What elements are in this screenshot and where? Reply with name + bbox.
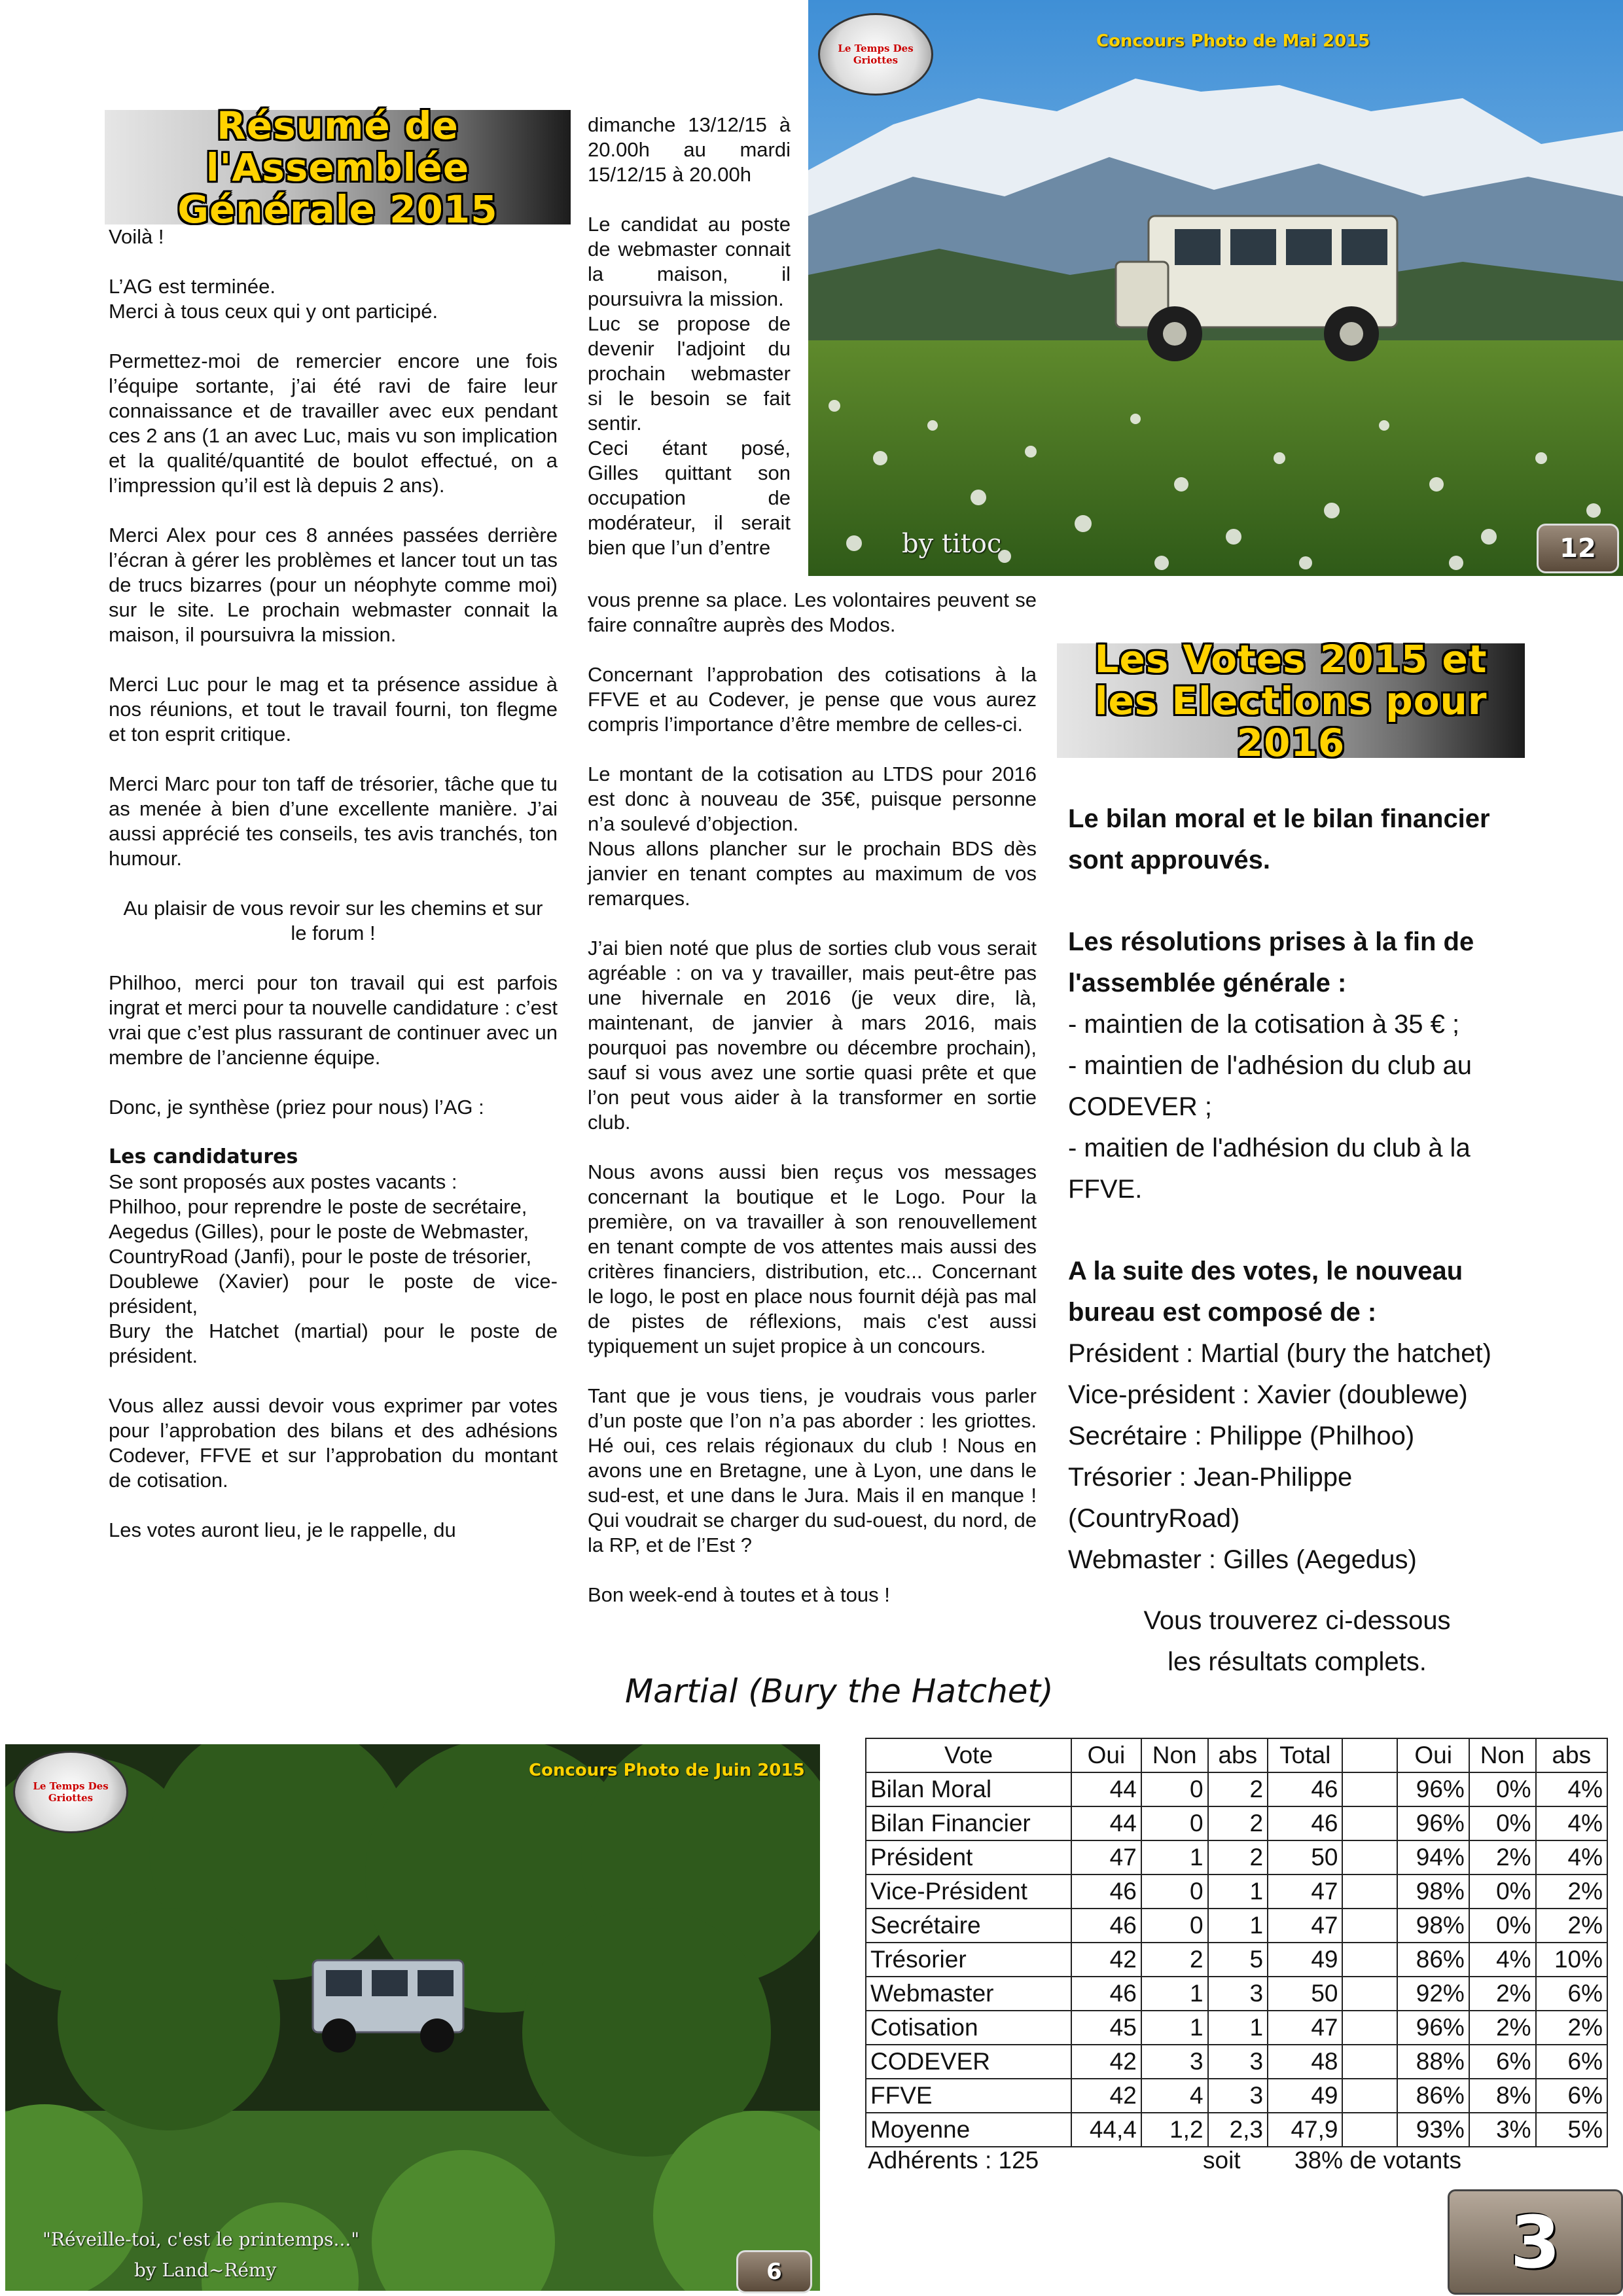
col1-p8: Philhoo, merci pour ton travail qui est parfois ingrat et merci pour ta nouvelle candidature : c’est vrai que c’est plus rassurant de continuer avec un membre de l’ancienne équipe. xyxy=(109,971,558,1069)
row-value: 86% xyxy=(1397,2079,1469,2113)
table-row xyxy=(866,1977,1607,2011)
cand-4: Doublewe (Xavier) pour le poste de vice-président, xyxy=(109,1270,558,1318)
summary-l11: bureau est composé de : xyxy=(1068,1298,1377,1327)
summary-l10: A la suite des votes, le nouveau xyxy=(1068,1257,1463,1285)
row-value: 2% xyxy=(1469,2011,1536,2045)
row-value: 42 xyxy=(1071,1943,1141,1977)
col2-p6: Nous avons aussi bien reçus vos messages concernant la boutique et le Logo. Pour la première, on va travailler à son renouvellement en tenant compte de vos attentes mais aussi des critères financiers, distribution, etc... Concernant le logo, le post en place nous fournit déjà pas mal de pistes de réflexions, mais c'est aussi typiquement un sujet propice à un concours. xyxy=(588,1160,1037,1357)
row-value: 0 xyxy=(1141,1874,1208,1909)
row-value: 6% xyxy=(1536,2079,1607,2113)
row-value: 6% xyxy=(1536,2045,1607,2079)
summary-l3: Les résolutions prises à la fin de xyxy=(1068,927,1474,956)
col2-p4b: Nous allons plancher sur le prochain BDS dès janvier en tenant comptes au maximum de vos remarques. xyxy=(588,837,1037,910)
row-value: 44 xyxy=(1071,1806,1141,1840)
row-value: 2 xyxy=(1208,1840,1268,1874)
row-value: 47 xyxy=(1071,1840,1141,1874)
col1-p10: Vous allez aussi devoir vous exprimer par votes pour l’approbation des bilans et des adhésions Codever, FFVE et sur l’approbation du montant de cotisation. xyxy=(109,1394,558,1492)
col2-p2c: Ceci étant posé, Gilles quittant son occupation de modérateur, il serait bien que l’un d’entre xyxy=(588,437,791,559)
row-value: 48 xyxy=(1268,2045,1342,2079)
col1-p4: Merci Alex pour ces 8 années passées derrière l’écran à gérer les problèmes et lancer tout un tas de trucs bizarres (pour un néophyte comme moi) sur le site. Le prochain webmaster connait la maison, il poursuivra la mission. xyxy=(109,524,558,646)
row-label: Bilan Moral xyxy=(866,1772,1071,1806)
row-value: 2% xyxy=(1536,1909,1607,1943)
article-column-2-wide xyxy=(588,588,1037,1607)
row-value: 1 xyxy=(1141,1977,1208,2011)
col1-p3: Permettez-moi de remercier encore une fois l’équipe sortante, j’ai été ravi de faire leur connaissance et de travailler avec eux pendant ces 2 ans (1 an avec Luc, mais vu son implication et la qualité/quantité de boulot effectué, on a l’impression qu’il est là depuis 2 ans). xyxy=(109,350,558,497)
row-value: 2,3 xyxy=(1208,2113,1268,2147)
bureau-tresorier: Trésorier : Jean-Philippe xyxy=(1068,1463,1353,1492)
forest-landrover-image xyxy=(5,1744,820,2291)
row-spacer xyxy=(1342,2045,1397,2079)
ag-title-line-2: Générale 2015 xyxy=(177,187,498,232)
row-value: 1 xyxy=(1141,2011,1208,2045)
col2-p3: Concernant l’approbation des cotisations à la FFVE et au Codever, je pense que vous aurez compris l’importance d’être membre de celles-ci. xyxy=(588,663,1037,736)
row-value: 0 xyxy=(1141,1909,1208,1943)
header-spacer xyxy=(1342,1738,1397,1772)
table-row xyxy=(866,2045,1607,2079)
row-value: 2 xyxy=(1141,1943,1208,1977)
row-value: 3 xyxy=(1208,2045,1268,2079)
page-number: 3 xyxy=(1510,2200,1561,2284)
row-spacer xyxy=(1342,1840,1397,1874)
row-spacer xyxy=(1342,2079,1397,2113)
row-value: 4% xyxy=(1536,1772,1607,1806)
votes-title-box xyxy=(1057,636,1525,765)
row-label: Président xyxy=(866,1840,1071,1874)
header-non-pct: Non xyxy=(1469,1738,1536,1772)
header-abs: abs xyxy=(1208,1738,1268,1772)
row-spacer xyxy=(1342,2011,1397,2045)
row-value: 49 xyxy=(1268,1943,1342,1977)
row-label: CODEVER xyxy=(866,2045,1071,2079)
col1-p6: Merci Marc pour ton taff de trésorier, tâche que tu as menée à bien d’une excellente manière. J’ai aussi apprécié tes conseils, tes avis tranchés, ton humour. xyxy=(109,772,558,870)
row-spacer xyxy=(1342,1977,1397,2011)
photo-top-caption: Concours Photo de Mai 2015 xyxy=(1096,31,1370,51)
bureau-president: Président : Martial (bury the hatchet) xyxy=(1068,1339,1491,1368)
article-column-1 xyxy=(109,224,558,1543)
bureau-vice-president: Vice-président : Xavier (doublewe) xyxy=(1068,1380,1468,1409)
row-value: 0% xyxy=(1469,1874,1536,1909)
row-label: Vice-Président xyxy=(866,1874,1071,1909)
col2-p2a: Le candidat au poste de webmaster connait la maison, il poursuivra la mission. xyxy=(588,213,791,310)
row-label: Moyenne xyxy=(866,2113,1071,2147)
table-row xyxy=(866,2011,1607,2045)
col1-p11: Les votes auront lieu, je le rappelle, du xyxy=(109,1518,456,1541)
meadow-landrover-image xyxy=(808,0,1623,576)
row-value: 3% xyxy=(1469,2113,1536,2147)
cand-1: Philhoo, pour reprendre le poste de secrétaire, xyxy=(109,1195,527,1218)
row-value: 47 xyxy=(1268,2011,1342,2045)
results-table xyxy=(865,1738,1608,2147)
votes-title-line-1: Les Votes 2015 et xyxy=(1094,636,1488,681)
row-value: 45 xyxy=(1071,2011,1141,2045)
summary-l5: - maintien de la cotisation à 35 € ; xyxy=(1068,1010,1460,1039)
row-value: 0 xyxy=(1141,1806,1208,1840)
bureau-secretaire: Secrétaire : Philippe (Philhoo) xyxy=(1068,1422,1415,1450)
row-value: 2% xyxy=(1536,2011,1607,2045)
row-value: 8% xyxy=(1469,2079,1536,2113)
club-logo-bottom: Le Temps Des Griottes xyxy=(13,1751,128,1833)
summary-l8: - maitien de l'adhésion du club à la xyxy=(1068,1134,1471,1162)
photo-bottom-credit-2: by Land~Rémy xyxy=(134,2259,277,2281)
signature: Martial (Bury the Hatchet) xyxy=(625,1672,1054,1710)
results-soit: soit xyxy=(1203,2147,1241,2174)
row-value: 98% xyxy=(1397,1874,1469,1909)
row-value: 2% xyxy=(1536,1874,1607,1909)
row-value: 0 xyxy=(1141,1772,1208,1806)
row-value: 98% xyxy=(1397,1909,1469,1943)
col1-p9: Donc, je synthèse (priez pour nous) l’AG : xyxy=(109,1096,484,1119)
col1-p2b: Merci à tous ceux qui y ont participé. xyxy=(109,300,438,323)
col2-p4a: Le montant de la cotisation au LTDS pour 2016 est donc à nouveau de 35€, puisque personne n’a soulevé d’objection. xyxy=(588,762,1037,835)
row-value: 5% xyxy=(1536,2113,1607,2147)
header-oui: Oui xyxy=(1071,1738,1141,1772)
row-value: 42 xyxy=(1071,2045,1141,2079)
photo-bottom-caption: Concours Photo de Juin 2015 xyxy=(529,1761,805,1780)
header-vote: Vote xyxy=(866,1738,1071,1772)
cand-3: CountryRoad (Janfi), pour le poste de trésorier, xyxy=(109,1245,532,1268)
row-value: 49 xyxy=(1268,2079,1342,2113)
ag-title-box xyxy=(105,103,571,232)
row-value: 3 xyxy=(1208,2079,1268,2113)
row-label: Bilan Financier xyxy=(866,1806,1071,1840)
col2-p7: Tant que je vous tiens, je voudrais vous parler d’un poste que l’on n’a pas aborder : les griottes. Hé oui, ces relais régionaux du club ! Nous en avons une en Bretagne, une à Lyon, une dans le sud-est, et une dans le Jura. Mais il en manque ! Qui voudrait se charger du sud-ouest, du nord, de la RP, et de l’Est ? xyxy=(588,1384,1037,1556)
row-value: 46 xyxy=(1268,1806,1342,1840)
row-label: Cotisation xyxy=(866,2011,1071,2045)
col2-p1: dimanche 13/12/15 à 20.00h au mardi 15/12/15 à 20.00h xyxy=(588,113,791,186)
row-value: 4% xyxy=(1469,1943,1536,1977)
photo-bottom-number-badge: 6 xyxy=(736,2250,812,2293)
bureau-tresorier-pseudo: (CountryRoad) xyxy=(1068,1504,1240,1533)
row-spacer xyxy=(1342,1772,1397,1806)
header-total: Total xyxy=(1268,1738,1342,1772)
col2-p8: Bon week-end à toutes et à tous ! xyxy=(588,1583,890,1606)
votes-title-line-2: les Elections pour 2016 xyxy=(1094,678,1488,765)
bureau-webmaster: Webmaster : Gilles (Aegedus) xyxy=(1068,1545,1417,1574)
row-value: 44,4 xyxy=(1071,2113,1141,2147)
row-value: 0% xyxy=(1469,1772,1536,1806)
page-number-badge xyxy=(1448,2189,1623,2295)
ag-title-line-1: Résumé de l'Assemblée xyxy=(205,103,470,190)
article-column-2-narrow xyxy=(588,113,791,560)
results-body xyxy=(866,1772,1607,2147)
row-value: 1 xyxy=(1141,1840,1208,1874)
col2-p5: J’ai bien noté que plus de sorties club vous serait agréable : on va y travailler, mais peut-être pas une hivernale en 2016 (je veux dire, là, maintenant, de janvier à mars 2016, mais pourquoi pas novembre ou décembre prochain), sauf si vous avez une sortie quasi prête et que l’on peut vous aider à la transformer en sortie club. xyxy=(588,937,1037,1134)
col1-p1: Voilà ! xyxy=(109,225,164,248)
photo-top-credit: by titoc xyxy=(902,529,1002,559)
row-value: 50 xyxy=(1268,1977,1342,2011)
col2-p2d: vous prenne sa place. Les volontaires peuvent se faire connaître auprès des Modos. xyxy=(588,588,1037,636)
photo-bottom-credit-1: "Réveille-toi, c'est le printemps..." xyxy=(43,2229,360,2250)
row-value: 96% xyxy=(1397,1806,1469,1840)
row-value: 6% xyxy=(1536,1977,1607,2011)
votes-summary xyxy=(1068,798,1526,1683)
row-value: 0% xyxy=(1469,1806,1536,1840)
row-value: 50 xyxy=(1268,1840,1342,1874)
header-abs-pct: abs xyxy=(1536,1738,1607,1772)
row-value: 2 xyxy=(1208,1772,1268,1806)
row-spacer xyxy=(1342,1806,1397,1840)
row-value: 47 xyxy=(1268,1909,1342,1943)
results-intro-1: Vous trouverez ci-dessous xyxy=(1143,1606,1451,1635)
col1-p2a: L’AG est terminée. xyxy=(109,275,276,298)
row-spacer xyxy=(1342,1874,1397,1909)
results-adherents: Adhérents : 125 xyxy=(868,2147,1039,2174)
row-value: 1,2 xyxy=(1141,2113,1208,2147)
row-value: 88% xyxy=(1397,2045,1469,2079)
row-value: 3 xyxy=(1141,2045,1208,2079)
results-votants: 38% de votants xyxy=(1294,2147,1462,2174)
table-row xyxy=(866,1874,1607,1909)
candidatures-heading: Les candidatures xyxy=(109,1145,298,1168)
cand-intro: Se sont proposés aux postes vacants : xyxy=(109,1170,457,1193)
row-value: 6% xyxy=(1469,2045,1536,2079)
row-label: FFVE xyxy=(866,2079,1071,2113)
table-row xyxy=(866,2113,1607,2147)
row-label: Trésorier xyxy=(866,1943,1071,1977)
summary-l1: Le bilan moral et le bilan financier xyxy=(1068,804,1490,833)
table-row xyxy=(866,1772,1607,1806)
row-label: Secrétaire xyxy=(866,1909,1071,1943)
row-value: 93% xyxy=(1397,2113,1469,2147)
cand-2: Aegedus (Gilles), pour le poste de Webmaster, xyxy=(109,1220,529,1243)
table-row xyxy=(866,2079,1607,2113)
row-value: 5 xyxy=(1208,1943,1268,1977)
row-value: 86% xyxy=(1397,1943,1469,1977)
row-value: 0% xyxy=(1469,1909,1536,1943)
row-value: 4 xyxy=(1141,2079,1208,2113)
row-value: 46 xyxy=(1071,1909,1141,1943)
photo-juin-2015 xyxy=(5,1744,820,2291)
row-value: 3 xyxy=(1208,1977,1268,2011)
row-value: 42 xyxy=(1071,2079,1141,2113)
row-label: Webmaster xyxy=(866,1977,1071,2011)
summary-l9: FFVE. xyxy=(1068,1175,1143,1204)
header-oui-pct: Oui xyxy=(1397,1738,1469,1772)
row-value: 94% xyxy=(1397,1840,1469,1874)
row-value: 46 xyxy=(1071,1977,1141,2011)
summary-l2: sont approuvés. xyxy=(1068,846,1270,874)
row-value: 1 xyxy=(1208,1874,1268,1909)
row-value: 10% xyxy=(1536,1943,1607,1977)
results-intro-2: les résultats complets. xyxy=(1168,1647,1427,1676)
table-row xyxy=(866,1806,1607,1840)
row-value: 47,9 xyxy=(1268,2113,1342,2147)
row-value: 2% xyxy=(1469,1977,1536,2011)
col1-p5: Merci Luc pour le mag et ta présence assidue à nos réunions, et tout le travail fourni, ton flegme et ton esprit critique. xyxy=(109,673,558,745)
club-logo-top: Le Temps Des Griottes xyxy=(818,13,933,96)
summary-l4: l'assemblée générale : xyxy=(1068,969,1347,997)
row-value: 47 xyxy=(1268,1874,1342,1909)
row-value: 4% xyxy=(1536,1806,1607,1840)
row-value: 4% xyxy=(1536,1840,1607,1874)
table-row xyxy=(866,1909,1607,1943)
photo-mai-2015 xyxy=(808,0,1623,576)
row-value: 96% xyxy=(1397,1772,1469,1806)
table-row xyxy=(866,1840,1607,1874)
row-spacer xyxy=(1342,2113,1397,2147)
results-header-row xyxy=(866,1738,1607,1772)
summary-l6: - maintien de l'adhésion du club au xyxy=(1068,1051,1472,1080)
row-value: 2 xyxy=(1208,1806,1268,1840)
photo-top-number-badge: 12 xyxy=(1537,524,1619,573)
row-spacer xyxy=(1342,1909,1397,1943)
row-value: 2% xyxy=(1469,1840,1536,1874)
row-spacer xyxy=(1342,1943,1397,1977)
summary-l7: CODEVER ; xyxy=(1068,1092,1213,1121)
row-value: 46 xyxy=(1071,1874,1141,1909)
col2-p2b: Luc se propose de devenir l'adjoint du prochain webmaster si le besoin se fait sentir. xyxy=(588,312,791,435)
col1-p7: Au plaisir de vous revoir sur les chemins et sur le forum ! xyxy=(123,897,543,944)
row-value: 44 xyxy=(1071,1772,1141,1806)
header-non: Non xyxy=(1141,1738,1208,1772)
row-value: 1 xyxy=(1208,1909,1268,1943)
row-value: 92% xyxy=(1397,1977,1469,2011)
cand-5: Bury the Hatchet (martial) pour le poste de président. xyxy=(109,1319,558,1367)
row-value: 96% xyxy=(1397,2011,1469,2045)
table-row xyxy=(866,1943,1607,1977)
row-value: 46 xyxy=(1268,1772,1342,1806)
row-value: 1 xyxy=(1208,2011,1268,2045)
